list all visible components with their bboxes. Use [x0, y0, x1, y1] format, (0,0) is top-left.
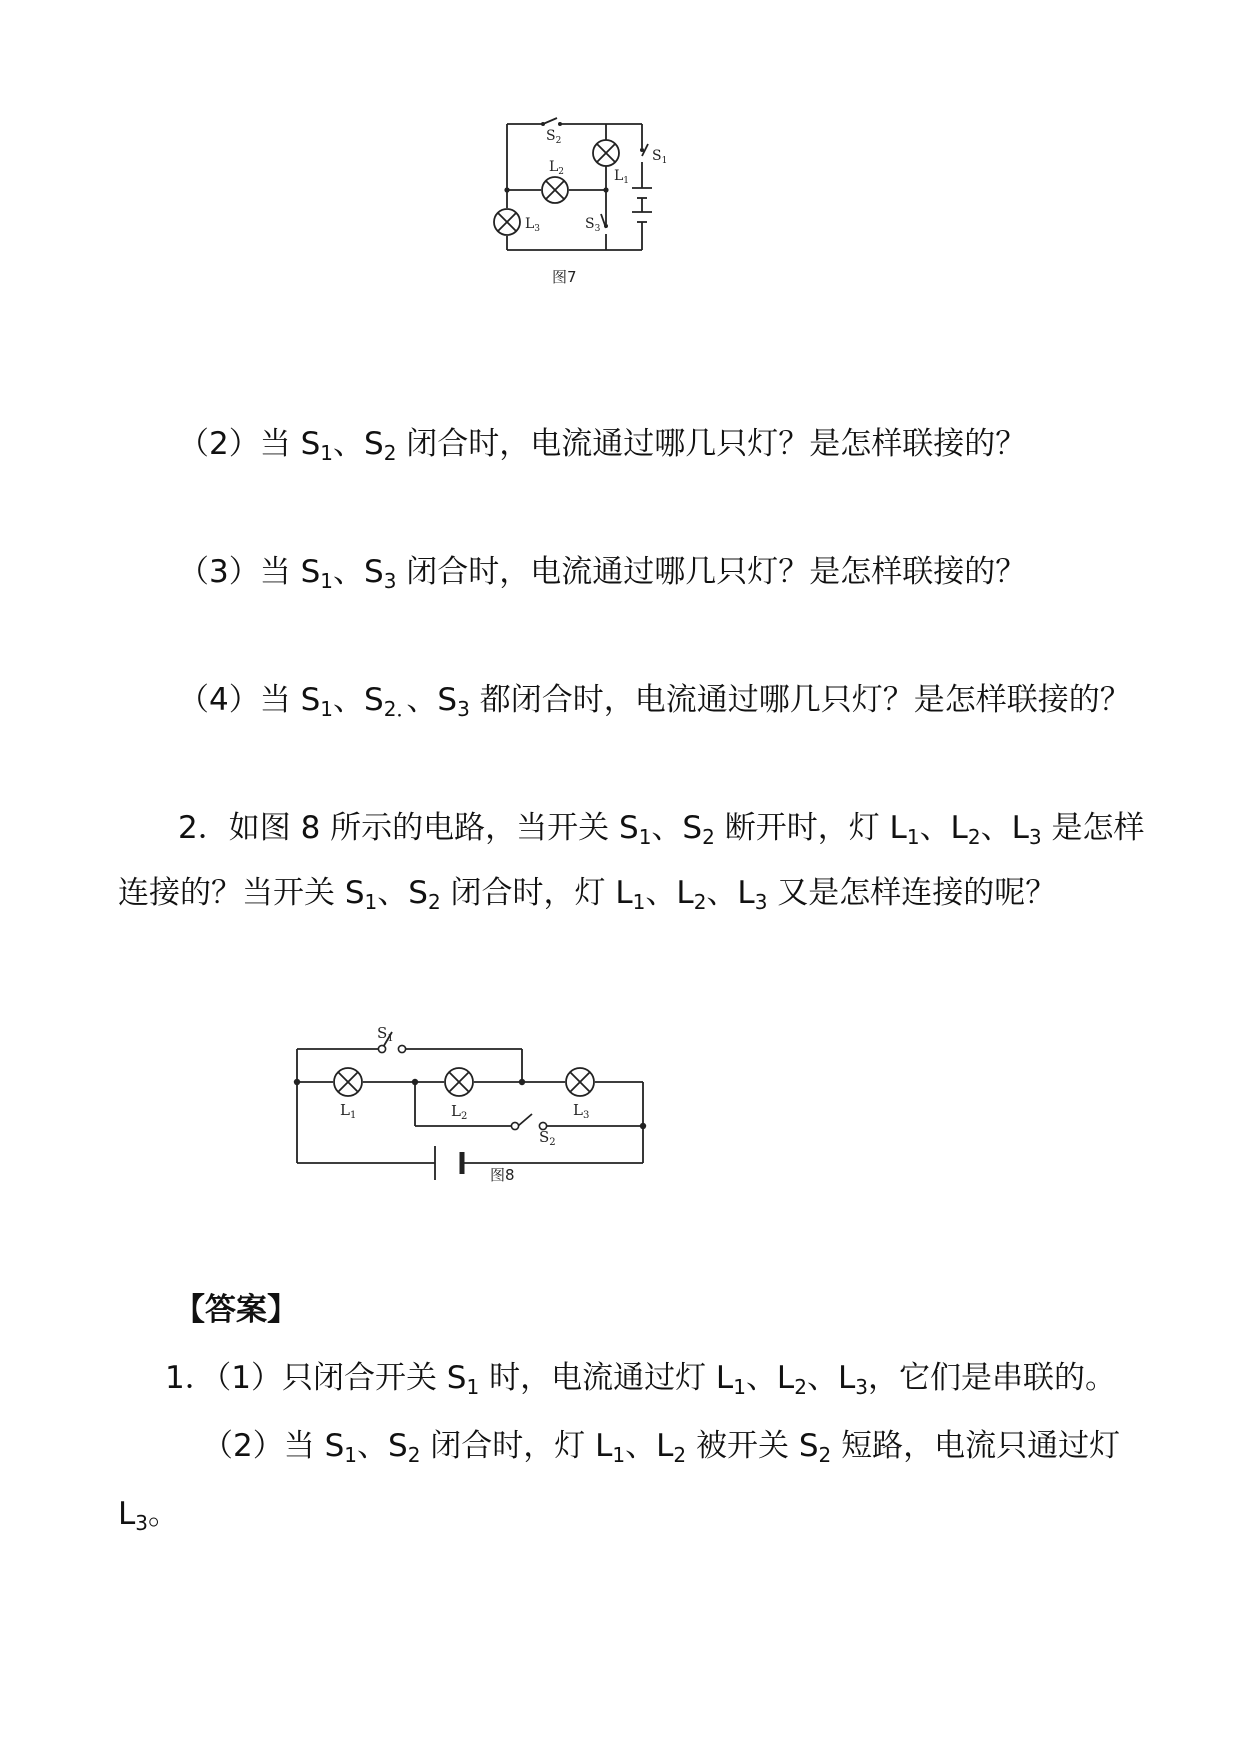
fig7-label-l2: $L_2$ [549, 159, 565, 177]
fig8-label-l3: $L_3$ [573, 1101, 590, 1121]
problem-2-line-2: 连接的？当开关 $S_1$、$S_2$ 闭合时，灯 $L_1$、$L_2$、$L_3$ 又是怎样连接的呢？ [118, 875, 1057, 914]
answer-2-continued: $L_3$。 [118, 1496, 180, 1535]
answer-2: （2）当 $S_1$、$S_2$ 闭合时，灯 $L_1$、$L_2$ 被开关 $S_2$ 短路，电流只通过灯 [202, 1428, 1121, 1467]
question-2: （2）当 $S_1$、$S_2$ 闭合时，电流通过哪几只灯？是怎样联接的？ [178, 426, 1027, 465]
fig8-caption: 图8 [490, 1166, 515, 1184]
figure-8-circuit [290, 1018, 650, 1188]
fig7-label-l1: $L_1$ [614, 168, 630, 186]
problem-2-line-1: 2．如图 8 所示的电路，当开关 $S_1$、$S_2$ 断开时，灯 $L_1$、$L_2$、$L_3$ 是怎样 [178, 810, 1145, 849]
answer-heading: 【答案】 [174, 1292, 298, 1328]
fig8-label-l2: $L_2$ [451, 1102, 468, 1122]
fig7-label-s3: $S_3$ [585, 216, 601, 234]
fig8-label-s2: $S_2$ [539, 1128, 556, 1148]
fig7-label-s2: $S_2$ [546, 128, 562, 146]
answer-1: 1．（1）只闭合开关 $S_1$ 时，电流通过灯 $L_1$、$L_2$、$L_3$，它们是串联的。 [165, 1360, 1116, 1399]
figure-7-circuit [495, 112, 695, 292]
question-4: （4）当 $S_1$、$S_{2.}$、$S_3$ 都闭合时，电流通过哪几只灯？是怎样联接的？ [178, 682, 1131, 721]
fig8-label-l1: $L_1$ [340, 1101, 357, 1121]
fig8-label-s1: $S_1$ [377, 1024, 394, 1044]
fig7-caption: 图7 [552, 268, 577, 286]
fig7-label-l3: $L_3$ [525, 216, 541, 234]
fig7-label-s1: $S_1$ [652, 148, 668, 166]
question-3: （3）当 $S_1$、$S_3$ 闭合时，电流通过哪几只灯？是怎样联接的？ [178, 554, 1027, 593]
